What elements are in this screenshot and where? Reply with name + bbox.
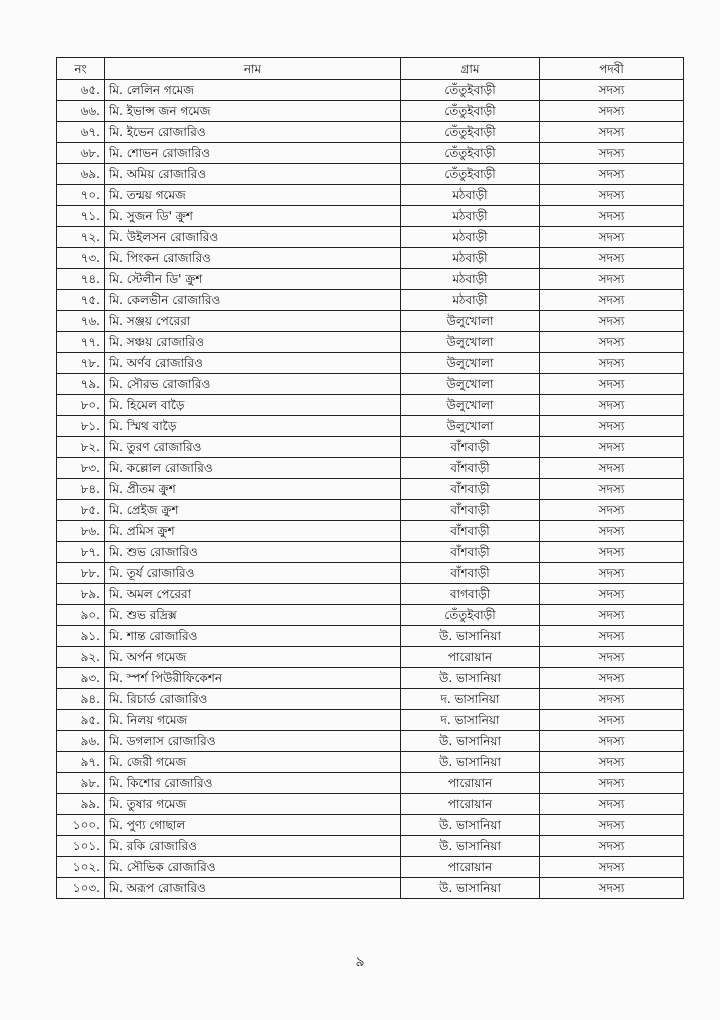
cell-role: সদস্য xyxy=(540,185,684,206)
cell-role: সদস্য xyxy=(540,521,684,542)
cell-role: সদস্য xyxy=(540,311,684,332)
table-row xyxy=(57,668,684,689)
header-role: পদবী xyxy=(540,58,684,80)
cell-number: ৯৯. xyxy=(57,794,105,815)
cell-role: সদস্য xyxy=(540,122,684,143)
cell-village: মঠবাড়ী xyxy=(401,206,540,227)
cell-name: মি. সৌভিক রোজারিও xyxy=(105,857,401,878)
table-row xyxy=(57,584,684,605)
cell-role: সদস্য xyxy=(540,563,684,584)
cell-role: সদস্য xyxy=(540,710,684,731)
cell-village: পারোয়ান xyxy=(401,773,540,794)
cell-village: পারোয়ান xyxy=(401,647,540,668)
table-row xyxy=(57,773,684,794)
cell-role: সদস্য xyxy=(540,374,684,395)
cell-role: সদস্য xyxy=(540,752,684,773)
table-row xyxy=(57,878,684,899)
cell-name: মি. অমিয় রোজারিও xyxy=(105,164,401,185)
cell-village: উলুখোলা xyxy=(401,374,540,395)
cell-role: সদস্য xyxy=(540,605,684,626)
table-row xyxy=(57,626,684,647)
cell-number: ৯৮. xyxy=(57,773,105,794)
cell-village: উলুখোলা xyxy=(401,353,540,374)
cell-name: মি. তূর্য রোজারিও xyxy=(105,563,401,584)
table-row xyxy=(57,122,684,143)
cell-number: ৭৭. xyxy=(57,332,105,353)
cell-role: সদস্য xyxy=(540,626,684,647)
cell-role: সদস্য xyxy=(540,731,684,752)
cell-number: ৭৬. xyxy=(57,311,105,332)
cell-number: ৬৭. xyxy=(57,122,105,143)
header-name: নাম xyxy=(105,58,401,80)
cell-number: ৭২. xyxy=(57,227,105,248)
cell-role: সদস্য xyxy=(540,227,684,248)
cell-name: মি. অমল পেরেরা xyxy=(105,584,401,605)
table-row xyxy=(57,794,684,815)
cell-role: সদস্য xyxy=(540,836,684,857)
table-row xyxy=(57,80,684,101)
cell-name: মি. সুজন ডি' ক্রুশ xyxy=(105,206,401,227)
cell-village: তেঁতুইবাড়ী xyxy=(401,101,540,122)
cell-number: ৯৩. xyxy=(57,668,105,689)
cell-name: মি. সৌরভ রোজারিও xyxy=(105,374,401,395)
table-row xyxy=(57,101,684,122)
table-row xyxy=(57,710,684,731)
cell-name: মি. পিংকন রোজারিও xyxy=(105,248,401,269)
cell-number: ৮৬. xyxy=(57,521,105,542)
cell-name: মি. লেলিন গমেজ xyxy=(105,80,401,101)
cell-role: সদস্য xyxy=(540,542,684,563)
cell-name: মি. সঞ্চয় রোজারিও xyxy=(105,332,401,353)
cell-name: মি. পুণ্য গোছাল xyxy=(105,815,401,836)
cell-number: ৯৫. xyxy=(57,710,105,731)
table-row xyxy=(57,815,684,836)
cell-number: ৮১. xyxy=(57,416,105,437)
cell-role: সদস্য xyxy=(540,332,684,353)
cell-name: মি. স্পর্শ পিউরীফিকেশন xyxy=(105,668,401,689)
cell-role: সদস্য xyxy=(540,878,684,899)
cell-number: ৬৯. xyxy=(57,164,105,185)
cell-role: সদস্য xyxy=(540,458,684,479)
cell-village: তেঁতুইবাড়ী xyxy=(401,143,540,164)
table-row xyxy=(57,563,684,584)
cell-number: ১০১. xyxy=(57,836,105,857)
cell-village: উলুখোলা xyxy=(401,332,540,353)
cell-number: ৯০. xyxy=(57,605,105,626)
cell-village: উ. ভাসানিয়া xyxy=(401,815,540,836)
cell-name: মি. তুরণ রোজারিও xyxy=(105,437,401,458)
cell-village: বাঁশবাড়ী xyxy=(401,437,540,458)
cell-village: উলুখোলা xyxy=(401,311,540,332)
cell-village: বাঁশবাড়ী xyxy=(401,458,540,479)
cell-number: ৮২. xyxy=(57,437,105,458)
cell-village: তেঁতুইবাড়ী xyxy=(401,164,540,185)
cell-village: উ. ভাসানিয়া xyxy=(401,878,540,899)
cell-name: মি. তুষার গমেজ xyxy=(105,794,401,815)
cell-village: উ. ভাসানিয়া xyxy=(401,668,540,689)
cell-village: মঠবাড়ী xyxy=(401,227,540,248)
cell-name: মি. অর্ণব রোজারিও xyxy=(105,353,401,374)
cell-role: সদস্য xyxy=(540,794,684,815)
cell-number: ৯৪. xyxy=(57,689,105,710)
cell-number: ৯৬. xyxy=(57,731,105,752)
cell-village: বাঁশবাড়ী xyxy=(401,542,540,563)
table-row xyxy=(57,437,684,458)
cell-role: সদস্য xyxy=(540,80,684,101)
cell-role: সদস্য xyxy=(540,815,684,836)
cell-number: ৮৭. xyxy=(57,542,105,563)
cell-name: মি. শোভন রোজারিও xyxy=(105,143,401,164)
cell-role: সদস্য xyxy=(540,584,684,605)
cell-name: মি. প্রীতম ক্রুশ xyxy=(105,479,401,500)
table-row xyxy=(57,605,684,626)
cell-village: দ. ভাসানিয়া xyxy=(401,710,540,731)
table-row xyxy=(57,689,684,710)
cell-role: সদস্য xyxy=(540,437,684,458)
cell-name: মি. স্মিথ বাড়ৈ xyxy=(105,416,401,437)
table-row xyxy=(57,647,684,668)
table-row xyxy=(57,290,684,311)
table-row xyxy=(57,143,684,164)
cell-name: মি. হিমেল বাড়ৈ xyxy=(105,395,401,416)
table-row xyxy=(57,857,684,878)
table-row xyxy=(57,416,684,437)
cell-role: সদস্য xyxy=(540,500,684,521)
cell-role: সদস্য xyxy=(540,206,684,227)
cell-village: পারোয়ান xyxy=(401,857,540,878)
table-row xyxy=(57,836,684,857)
cell-number: ৬৮. xyxy=(57,143,105,164)
cell-role: সদস্য xyxy=(540,143,684,164)
cell-name: মি. স্টেলীন ডি' ক্রুশ xyxy=(105,269,401,290)
cell-number: ৭৮. xyxy=(57,353,105,374)
table-row xyxy=(57,458,684,479)
cell-village: মঠবাড়ী xyxy=(401,248,540,269)
cell-role: সদস্য xyxy=(540,689,684,710)
cell-village: পারোয়ান xyxy=(401,794,540,815)
cell-number: ৭৩. xyxy=(57,248,105,269)
cell-role: সদস্য xyxy=(540,647,684,668)
cell-village: উ. ভাসানিয়া xyxy=(401,626,540,647)
cell-name: মি. উইলসন রোজারিও xyxy=(105,227,401,248)
cell-village: তেঁতুইবাড়ী xyxy=(401,605,540,626)
cell-role: সদস্য xyxy=(540,248,684,269)
cell-role: সদস্য xyxy=(540,668,684,689)
cell-village: তেঁতুইবাড়ী xyxy=(401,80,540,101)
cell-role: সদস্য xyxy=(540,101,684,122)
cell-village: তেঁতুইবাড়ী xyxy=(401,122,540,143)
table-row xyxy=(57,164,684,185)
cell-name: মি. শান্ত রোজারিও xyxy=(105,626,401,647)
cell-village: বাগবাড়ী xyxy=(401,584,540,605)
cell-number: ৬৬. xyxy=(57,101,105,122)
cell-number: ৭৪. xyxy=(57,269,105,290)
table-body xyxy=(57,80,684,899)
table-row xyxy=(57,269,684,290)
cell-village: বাঁশবাড়ী xyxy=(401,563,540,584)
table-row xyxy=(57,479,684,500)
cell-name: মি. জেরী গমেজ xyxy=(105,752,401,773)
cell-number: ৬৫. xyxy=(57,80,105,101)
page-number: ৯ xyxy=(355,954,365,970)
cell-village: মঠবাড়ী xyxy=(401,185,540,206)
cell-name: মি. প্রমিস ক্রুশ xyxy=(105,521,401,542)
cell-number: ৭০. xyxy=(57,185,105,206)
cell-role: সদস্য xyxy=(540,773,684,794)
table-row xyxy=(57,353,684,374)
cell-village: দ. ভাসানিয়া xyxy=(401,689,540,710)
cell-name: মি. অর্পন গমেজ xyxy=(105,647,401,668)
table-row xyxy=(57,521,684,542)
table-header-row xyxy=(57,58,684,80)
table-row xyxy=(57,248,684,269)
cell-name: মি. ডগলাস রোজারিও xyxy=(105,731,401,752)
cell-village: মঠবাড়ী xyxy=(401,269,540,290)
cell-village: উলুখোলা xyxy=(401,395,540,416)
header-village: গ্রাম xyxy=(401,58,540,80)
cell-name: মি. ইভান্স জন গমেজ xyxy=(105,101,401,122)
table-row xyxy=(57,752,684,773)
table-row xyxy=(57,500,684,521)
cell-number: ৯৭. xyxy=(57,752,105,773)
cell-number: ৮৪. xyxy=(57,479,105,500)
cell-name: মি. সঞ্জয় পেরেরা xyxy=(105,311,401,332)
cell-number: ৮৩. xyxy=(57,458,105,479)
table-row xyxy=(57,374,684,395)
cell-name: মি. কিশোর রোজারিও xyxy=(105,773,401,794)
cell-village: উ. ভাসানিয়া xyxy=(401,731,540,752)
header-number: নং xyxy=(57,58,105,80)
cell-role: সদস্য xyxy=(540,353,684,374)
cell-name: মি. অরূপ রোজারিও xyxy=(105,878,401,899)
cell-role: সদস্য xyxy=(540,857,684,878)
table-row xyxy=(57,206,684,227)
cell-number: ৭১. xyxy=(57,206,105,227)
cell-number: ৭৯. xyxy=(57,374,105,395)
cell-number: ১০৩. xyxy=(57,878,105,899)
cell-number: ৯১. xyxy=(57,626,105,647)
table-row xyxy=(57,185,684,206)
cell-name: মি. কেলভীন রোজারিও xyxy=(105,290,401,311)
cell-number: ৮৫. xyxy=(57,500,105,521)
cell-role: সদস্য xyxy=(540,395,684,416)
cell-name: মি. রকি রোজারিও xyxy=(105,836,401,857)
table-row xyxy=(57,332,684,353)
cell-number: ৮০. xyxy=(57,395,105,416)
cell-name: মি. প্রেইজ ক্রুশ xyxy=(105,500,401,521)
cell-village: বাঁশবাড়ী xyxy=(401,479,540,500)
cell-number: ৯২. xyxy=(57,647,105,668)
member-table xyxy=(56,57,684,899)
cell-role: সদস্য xyxy=(540,416,684,437)
cell-number: ৮৯. xyxy=(57,584,105,605)
cell-name: মি. শুভ রোজারিও xyxy=(105,542,401,563)
table-row xyxy=(57,227,684,248)
table-row xyxy=(57,395,684,416)
cell-role: সদস্য xyxy=(540,290,684,311)
cell-village: উ. ভাসানিয়া xyxy=(401,836,540,857)
cell-village: উ. ভাসানিয়া xyxy=(401,752,540,773)
cell-name: মি. কল্লোল রোজারিও xyxy=(105,458,401,479)
cell-village: উলুখোলা xyxy=(401,416,540,437)
table-row xyxy=(57,731,684,752)
cell-village: বাঁশবাড়ী xyxy=(401,521,540,542)
cell-village: মঠবাড়ী xyxy=(401,290,540,311)
cell-name: মি. শুভ রদ্রিক্স xyxy=(105,605,401,626)
cell-village: বাঁশবাড়ী xyxy=(401,500,540,521)
cell-number: ৮৮. xyxy=(57,563,105,584)
cell-name: মি. তন্ময় গমেজ xyxy=(105,185,401,206)
cell-number: ৭৫. xyxy=(57,290,105,311)
cell-number: ১০০. xyxy=(57,815,105,836)
cell-name: মি. ইভেন রোজারিও xyxy=(105,122,401,143)
cell-role: সদস্য xyxy=(540,269,684,290)
cell-name: মি. নিলয় গমেজ xyxy=(105,710,401,731)
cell-name: মি. রিচার্ড রোজারিও xyxy=(105,689,401,710)
cell-number: ১০২. xyxy=(57,857,105,878)
cell-role: সদস্য xyxy=(540,479,684,500)
table-row xyxy=(57,542,684,563)
table-row xyxy=(57,311,684,332)
cell-role: সদস্য xyxy=(540,164,684,185)
